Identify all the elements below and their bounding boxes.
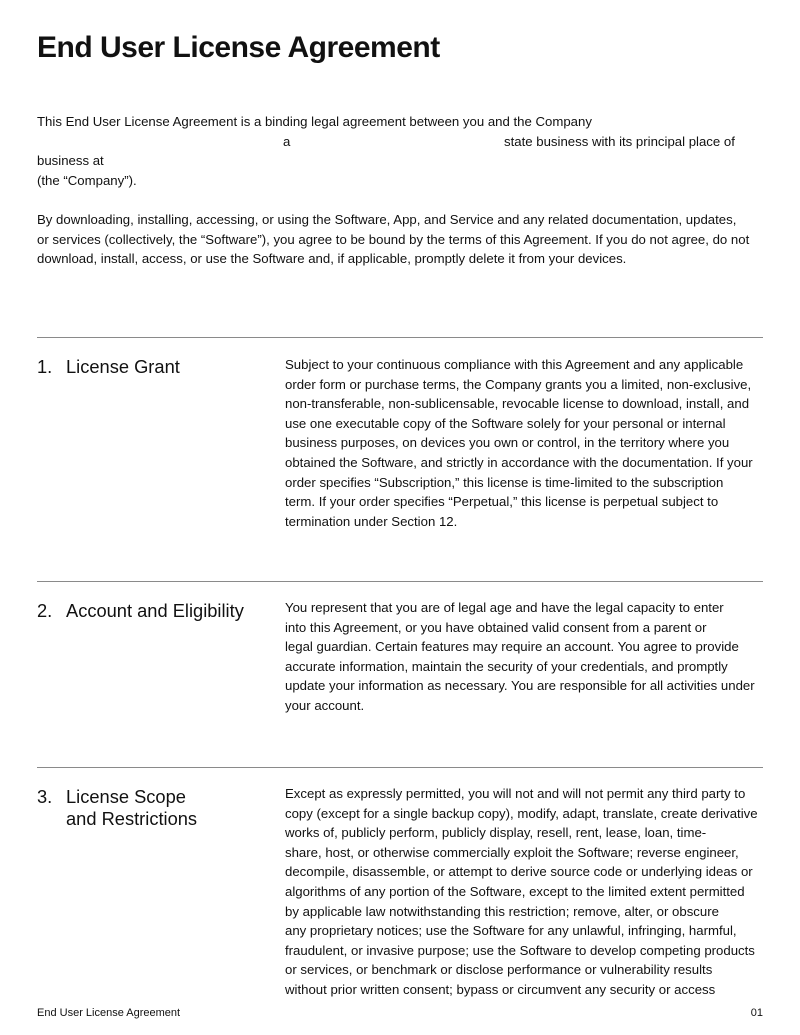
intro-line: This End User License Agreement is a binding legal agreement between you and the Company xyxy=(37,114,592,129)
section-title: Account and Eligibility xyxy=(66,600,244,621)
section-divider xyxy=(37,767,763,768)
section-body: Subject to your continuous compliance with this Agreement and any applicable order form or purchase terms, the Company grants you a limited, non-exclusive, non-transferable, non-sublicensable, revocable license to download, install, and use one executable copy of the Software solely for your personal or internal business purposes, on devices you own or control, in the territory where you obtained the Software, and strictly in accordance with the documentation. If your order specifies “Subscription,” this license is time-limited to the subscription term. If your order specifies “Perpetual,” this license is perpetual subject to termination under Section 12. xyxy=(285,357,753,529)
agreement-terms-line: By downloading, installing, accessing, or using the Software, App, and Service and any related documentation, updates, xyxy=(37,211,737,227)
section-number: 1. xyxy=(37,356,53,377)
intro-line: (the “Company”). xyxy=(37,172,137,188)
section-divider xyxy=(37,337,763,338)
document-title: End User License Agreement xyxy=(37,31,440,64)
section-body: Except as expressly permitted, you will not and will not permit any third party to copy (except for a single backup copy), modify, adapt, translate, create derivative works of, publicly perform, publicly display, resell, rent, lease, loan, time- share, host, or otherwise commercially exploit the Software; reverse engineer, decompile, disassemble, or attempt to derive source code or underlying ideas or algorithms of any portion of the Software, except to the limited extent permitted by applicable law notwithstanding this restriction; remove, alter, or obscure any proprietary notices; use the Software for any unlawful, infringing, harmful, fraudulent, or invasive purpose; use the Software to develop competing products or services, or benchmark or disclose performance or vulnerability results without prior written consent; bypass or circumvent any security or access xyxy=(285,786,758,997)
agreement-terms-line: download, install, access, or use the Software and, if applicable, promptly delete it from your devices. xyxy=(37,251,627,267)
section-number: 3. xyxy=(37,786,53,807)
footer-title: End User License Agreement xyxy=(37,1007,181,1019)
agreement-terms-line: or services (collectively, the “Software”), you agree to be bound by the terms of this Agreement. If you do not agree, do not xyxy=(37,231,750,247)
intro-line: business at xyxy=(37,153,104,169)
section-number: 2. xyxy=(37,600,53,621)
page-number: 01 xyxy=(750,1007,763,1019)
section-divider xyxy=(37,581,763,582)
intro-state-text: state business with its principal place of xyxy=(504,133,735,149)
intro-article: a xyxy=(283,133,291,149)
section-body: You represent that you are of legal age and have the legal capacity to enter into this Agreement, or you have obtained valid consent from a parent or legal guardian. Certain features may require an account. You agree to provide accurate information, maintain the security of your credentials, and promptly update your information as necessary. You are responsible for all activities under your account. xyxy=(285,600,755,713)
company-details-line xyxy=(37,132,763,152)
section-title: License Scope and Restrictions xyxy=(66,786,198,829)
intro-paragraph xyxy=(37,112,763,269)
section-title: License Grant xyxy=(66,356,180,377)
